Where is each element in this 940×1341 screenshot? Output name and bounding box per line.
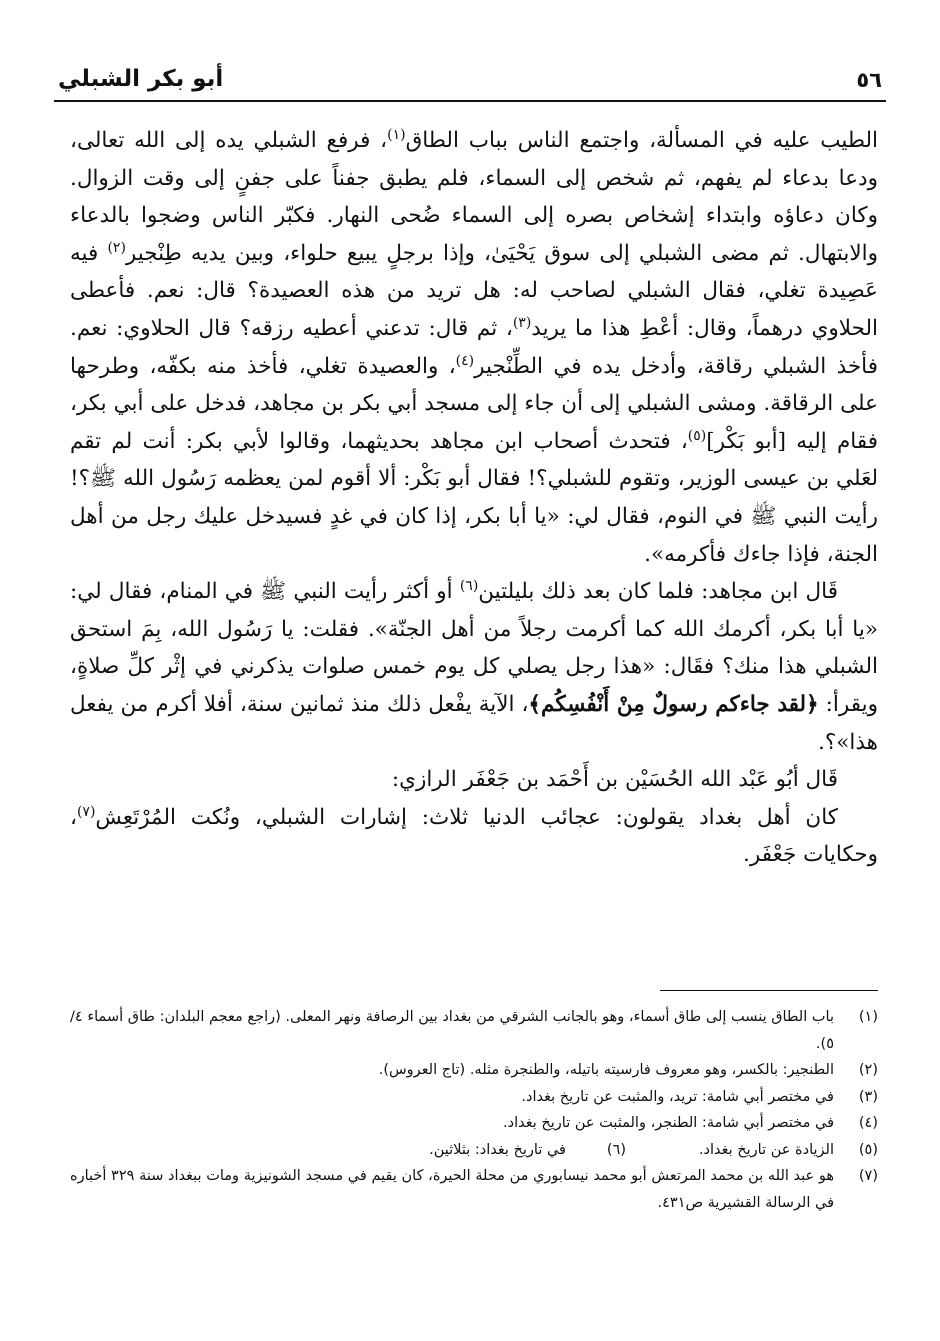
page-number: ٥٦ xyxy=(856,68,882,92)
text-run: ، فتحدث أصحاب ابن مجاهد بحديثهما، وقالوا لأبي بكر: أنت لم تقم لعَلي بن عيسى الوزير، وتقوم للشبلي؟! فقال أبو بَكْر: ألا أقوم لمن يعظمه رَسُول الله ﷺ؟! رأيت النبي ﷺ في النوم، فقال لي: «يا أبا بكر، إذا كان في غدٍ فسيدخل عليك رجل من أهل الجنة، فإذا جاءك فأكرمه». xyxy=(70,428,878,567)
footnote-number: (٥) xyxy=(858,1141,878,1158)
text-run: فيه عَصِيدة تغلي، فقال الشبلي لصاحب له: هل تريد من هذه العصيدة؟ قال: نعم. فأعطى الحلاوي درهماً، وقال: أعْطِ هذا ما يريد xyxy=(70,240,878,341)
text-run: الطيب عليه في المسألة، واجتمع الناس بباب الطاق xyxy=(405,128,879,153)
footnote-number: (٢) xyxy=(858,1062,878,1078)
text-run: كان أهل بغداد يقولون: عجائب الدنيا ثلاث: إشارات الشبلي، ونُكت المُرْتَعِش xyxy=(95,804,838,830)
footnote-ref: (٣) xyxy=(512,314,532,331)
text-run: قَال ابن مجاهد: فلما كان بعد ذلك بليلتين xyxy=(478,579,839,605)
main-text xyxy=(70,122,878,874)
footnote-separator xyxy=(660,990,878,991)
footnote-text: في مختصر أبي شامة: تريد، والمثبت عن تاريخ بغداد. xyxy=(521,1088,834,1105)
paragraph xyxy=(70,799,878,874)
footnote-text: الطنجير: بالكسر، وهو معروف فارسيته باتيله، والطنجرة مثله. (تاج العروس). xyxy=(378,1062,834,1078)
text-run: ، فرفع الشبلي يده إلى الله تعالى، ودعا بدعاء لم يفهم، ثم شخص إلى السماء، فلم يطبق جفناً على جفنٍ إلى وقت الزوال. وكان دعاؤه وابتداء إشخاص بصره إلى السماء ضُحى النهار. فكبّر الناس وضجوا بالدعاء والابتهال. ثم مضى الشبلي إلى سوق يَحْيَىٰ، وإذا برجلٍ يبيع حلواء، وبين يديه طِنْجير xyxy=(70,128,878,266)
footnote xyxy=(70,1163,878,1216)
page-header xyxy=(58,52,882,96)
footnote-text: في مختصر أبي شامة: الطنجر، والمثبت عن تاريخ بغداد. xyxy=(503,1115,834,1131)
footnote-text: في تاريخ بغداد: بثلاثين. xyxy=(429,1141,566,1158)
footnotes xyxy=(70,1004,878,1216)
footnote-number: (٧) xyxy=(858,1168,878,1184)
footnote xyxy=(70,1110,878,1137)
footnote-ref: (٢) xyxy=(107,239,126,256)
footnote xyxy=(70,1004,878,1057)
footnote xyxy=(70,1057,878,1084)
text-run: ، وحكايات جَعْفَر. xyxy=(70,804,878,868)
footnote-number: (٣) xyxy=(858,1088,878,1105)
footnote-pair xyxy=(70,1137,834,1164)
text-run: ، ثم قال: تدعني أعطيه رزقه؟ قال الحلاوي: نعم. فأخذ الشبلي رقاقة، وأدخل يده في الطِّنْجير xyxy=(70,315,878,379)
paragraph: قَال أبُو عَبْد الله الحُسَيْن بن أَحْمَد بن جَعْفَر الرازي: xyxy=(391,767,838,793)
footnote-number: (٦) xyxy=(606,1141,626,1158)
paragraph xyxy=(70,573,878,761)
footnote-number: (٤) xyxy=(858,1115,878,1131)
footnote-ref: (١) xyxy=(387,126,406,143)
text-run: ، الآية يفْعل ذلك منذ ثمانين سنة، أفلا أكرم من يفعل هذا»؟. xyxy=(70,691,878,755)
footnote xyxy=(70,1137,878,1164)
footnote-number: (١) xyxy=(858,1009,878,1025)
paragraph xyxy=(70,122,878,573)
footnote xyxy=(70,1084,878,1111)
footnote-ref: (٧) xyxy=(76,803,96,820)
footnote-text: الزيادة عن تاريخ بغداد. xyxy=(698,1141,834,1158)
footnote-text: هو عبد الله بن محمد المرتعش أبو محمد نيسابوري من محلة الحيرة، كان يقيم في مسجد الشونيزية ومات ببغداد سنة ٣٢٩ أخباره في الرسالة القشيرية ص٤٣١. xyxy=(70,1168,834,1211)
text-run: ، والعصيدة تغلي، فأخذ منه بكفّه، وطرحها على الرقاقة. ومشى الشبلي إلى أن جاء إلى مسجد أبي بكر بن مجاهد، فدخل على أبي بكر، فقام إليه [أبو بَكْر] xyxy=(70,353,878,454)
quran-verse: ﴿لقد جاءكم رسولٌ مِنْ أَنْفُسِكُم﴾ xyxy=(528,691,819,717)
footnote-text: باب الطاق ينسب إلى طاق أسماء، وهو بالجانب الشرقي من بغداد بين الرصافة ونهر المعلى. (راجع معجم البلدان: طاق أسماء ٤/ ٥). xyxy=(70,1009,834,1052)
running-title: أبو بكر الشبلي xyxy=(58,66,224,92)
footnote-ref: (٥) xyxy=(687,427,707,444)
footnote-ref: (٦) xyxy=(459,577,479,594)
footnote-ref: (٤) xyxy=(455,352,475,369)
header-rule xyxy=(54,100,886,102)
text-run: أو أكثر رأيت النبي ﷺ في المنام، فقال لي: «يا أبا بكر، أكرمك الله كما أكرمت رجلاً من أهل الجنّة». فقلت: يا رَسُول الله، بِمَ استحق الشبلي هذا منك؟ فقَال: «هذا رجل يصلي كل يوم خمس صلوات يذكرني في إثْر كلِّ صلاةٍ، ويقرأ: xyxy=(70,579,878,717)
